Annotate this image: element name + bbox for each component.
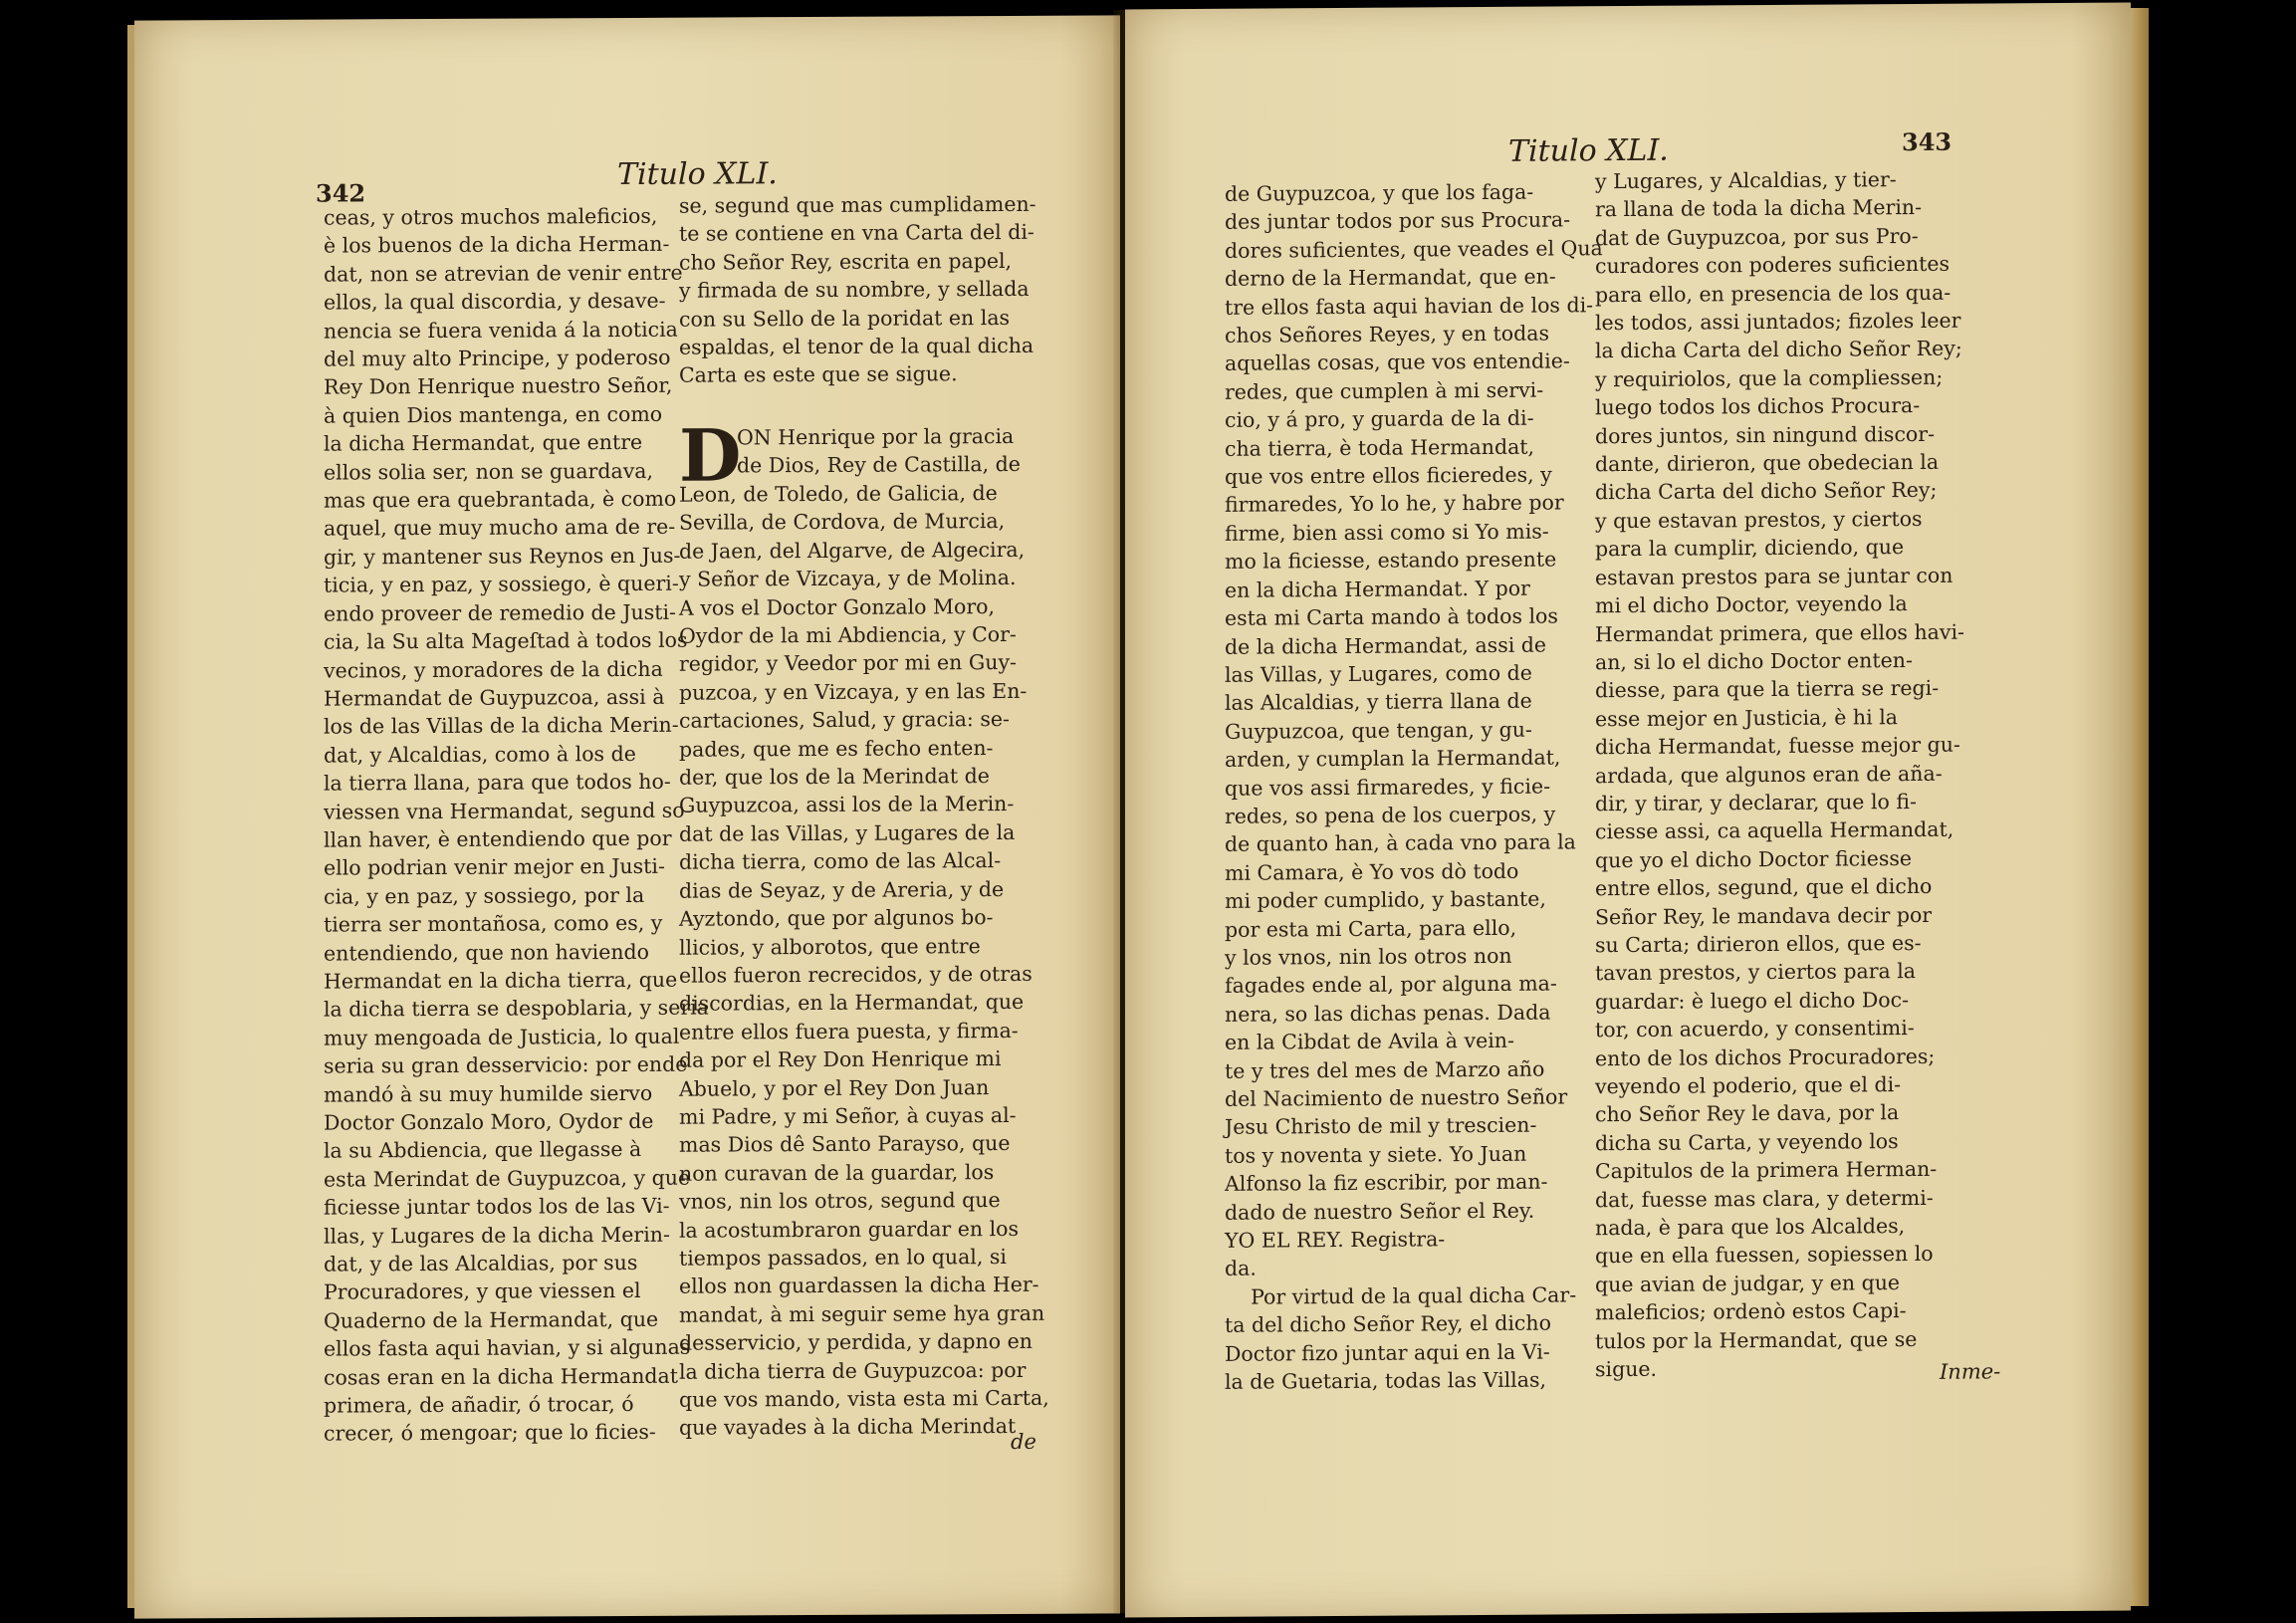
text-line: an, si lo el dicho Doctor enten-: [1595, 647, 1913, 675]
text-line: dante, dirieron, que obedecian la: [1595, 449, 1940, 477]
text-line: pades, que me es fecho enten-: [679, 735, 994, 762]
right-column-1: [1225, 177, 1603, 1396]
text-line: gir, y mantener sus Reynos en Jus-: [324, 543, 681, 570]
text-line: llan haver, è entendiendo que por: [324, 825, 672, 852]
text-line: esta mi Carta mando à todos los: [1225, 603, 1558, 630]
text-line: ta del dicho Señor Rey, el dicho: [1225, 1310, 1551, 1338]
text-line: redes, so pena de los cuerpos, y: [1225, 802, 1556, 828]
text-line: para ello, en presencia de los qua-: [1595, 280, 1952, 307]
text-line: firme, bien assi como si Yo mis-: [1225, 519, 1549, 546]
text-line: Hermandat de Guypuzcoa, assi à: [324, 684, 665, 711]
text-line: aquel, que muy mucho ama de re-: [324, 515, 676, 542]
text-line: tiempos passados, en lo qual, si: [679, 1244, 1007, 1271]
text-line: dat, fuesse mas clara, y determi-: [1595, 1185, 1934, 1212]
text-line: y Señor de Vizcaya, y de Molina.: [679, 566, 1017, 591]
text-line: la acostumbraron guardar en los: [679, 1216, 1020, 1243]
text-line: ra llana de toda la dicha Merin-: [1595, 195, 1923, 222]
text-line: ceas, y otros muchos maleficios,: [324, 203, 658, 230]
text-line: à quien Dios mantenga, en como: [324, 401, 663, 428]
dropcap-lines: [737, 422, 1021, 480]
text-line: los de las Villas de la dicha Merin-: [324, 713, 679, 739]
text-line: Sevilla, de Cordova, de Murcia,: [679, 509, 1006, 536]
text-line: les todos, assi juntados; fizoles leer: [1595, 308, 1961, 336]
text-line: esse mejor en Justicia, è hi la: [1595, 704, 1898, 731]
text-line: fagades ende al, por alguna ma-: [1225, 971, 1557, 999]
right-column-2: [1595, 165, 1964, 1384]
text-line: Doctor fizo juntar aqui en la Vi-: [1225, 1339, 1550, 1366]
text-line: da por el Rey Don Henrique mi: [679, 1046, 1002, 1072]
text-line: la de Guetaria, todas las Villas,: [1225, 1367, 1546, 1394]
text-line: cia, la Su alta Mageſtad à todos los: [324, 627, 688, 654]
text-line: Abuelo, y por el Rey Don Juan: [679, 1074, 990, 1101]
text-line: dores juntos, sin ningund discor-: [1595, 421, 1936, 448]
text-line: para la cumplir, diciendo, que: [1595, 535, 1905, 562]
left-column-1: [324, 202, 709, 1449]
text-line: la dicha tierra de Guypuzcoa: por: [679, 1357, 1027, 1384]
text-line: Hermandat primera, que ellos havi-: [1595, 619, 1964, 646]
text-line: ardada, que algunos eran de aña-: [1595, 761, 1943, 788]
text-line: è los buenos de la dicha Herman-: [324, 232, 670, 259]
text-line: Leon, de Toledo, de Galicia, de: [679, 481, 998, 507]
text-line: dores suficientes, que veades el Qua: [1225, 235, 1603, 263]
drop-capital: D: [679, 412, 742, 498]
text-line: cio, y á pro, y guarda de la di-: [1225, 405, 1534, 433]
text-line: de Guypuzcoa, y que los faga-: [1225, 179, 1534, 206]
text-line: te y tres del mes de Marzo año: [1225, 1056, 1545, 1083]
text-line: muy mengoada de Justicia, lo qual: [324, 1024, 680, 1050]
text-line: nencia se fuera venida á la noticia: [324, 317, 678, 344]
text-line: der, que los de la Merindat de: [679, 764, 990, 790]
text-line: de la dicha Hermandat, assi de: [1225, 632, 1547, 659]
text-line: que avian de judgar, y en que: [1595, 1270, 1901, 1297]
text-line: que yo el dicho Doctor ficiesse: [1595, 845, 1913, 872]
text-line: la su Abdiencia, que llegasse à: [324, 1137, 642, 1164]
left-page: [134, 15, 1120, 1618]
text-line: dias de Seyaz, y de Areria, y de: [679, 876, 1005, 903]
right-page-edge: [2129, 8, 2149, 1606]
text-line: dicha tierra, como de las Alcal-: [679, 848, 1002, 875]
text-line: da.: [1225, 1257, 1257, 1281]
text-line: las Villas, y Lugares, como de: [1225, 660, 1532, 687]
text-line: cia, y en paz, y sossiego, por la: [324, 882, 645, 909]
left-column-2-intro: [679, 190, 1036, 390]
text-line: veyendo el poderio, que el di-: [1595, 1072, 1902, 1099]
text-line: endo proveer de remedio de Justi-: [324, 599, 676, 626]
text-line: ficiesse juntar todos los de las Vi-: [324, 1193, 670, 1220]
text-line: mi poder cumplido, y bastante,: [1225, 886, 1546, 913]
text-line: ellos solia ser, non se guardava,: [324, 458, 654, 485]
text-line: ON Henrique por la gracia: [737, 423, 1015, 450]
text-line: mi Camara, è Yo vos dò todo: [1225, 858, 1519, 885]
text-line: Doctor Gonzalo Moro, Oydor de: [324, 1108, 654, 1135]
text-line: discordias, en la Hermandat, que: [679, 990, 1025, 1017]
text-line: cosas eran en la dicha Hermandat: [324, 1363, 678, 1390]
catchword: de: [1011, 1429, 1036, 1454]
text-line: regidor, y Veedor por mi en Guy-: [679, 650, 1017, 677]
text-line: con su Sello de la poridat en las: [679, 305, 1011, 332]
text-line: mas que era quebrantada, è como: [324, 486, 677, 513]
text-line: diesse, para que la tierra se regi-: [1595, 676, 1940, 703]
text-line: y requiriolos, que la compliessen;: [1595, 364, 1944, 392]
text-line: tos y noventa y siete. Yo Juan: [1225, 1141, 1527, 1168]
text-line: ciesse assi, ca aquella Hermandat,: [1595, 817, 1954, 844]
text-line: mo la ficiesse, estando presente: [1225, 547, 1557, 575]
text-line: dicha Carta del dicho Señor Rey;: [1595, 478, 1938, 505]
text-line: A vos el Doctor Gonzalo Moro,: [679, 593, 995, 620]
text-line: Quaderno de la Hermandat, que: [324, 1306, 659, 1333]
text-line: la tierra llana, para que todos ho-: [324, 769, 671, 796]
text-line: tor, con acuerdo, y consentimi-: [1595, 1016, 1915, 1043]
text-line: ticia, y en paz, y sossiego, è queri-: [324, 572, 679, 597]
text-line: cho Señor Rey, escrita en papel,: [679, 248, 1013, 275]
text-line: dat, y de las Alcaldias, por sus: [324, 1250, 638, 1276]
text-line: espaldas, el tenor de la qual dicha: [679, 333, 1034, 359]
text-line: Por virtud de la qual dicha Car-: [1225, 1282, 1577, 1309]
text-line: Procuradores, y que viessen el: [324, 1278, 641, 1305]
text-line: Ayztondo, que por algunos bo-: [679, 905, 994, 931]
text-line: se, segund que mas cumplidamen-: [679, 191, 1036, 218]
text-line: las Alcaldias, y tierra llana de: [1225, 688, 1532, 716]
text-line: tre ellos fasta aqui havian de los di-: [1225, 292, 1594, 320]
text-line: guardar: è luego el dicho Doc-: [1595, 987, 1910, 1015]
text-line: seria su gran desservicio: por ende: [324, 1051, 688, 1078]
text-line: mi el dicho Doctor, veyendo la: [1595, 591, 1908, 618]
page-number: 342: [316, 178, 366, 208]
text-line: y Lugares, y Alcaldias, y tier-: [1595, 167, 1897, 194]
running-title: Titulo XLI.: [1508, 132, 1669, 169]
text-line: en la Cibdat de Avila à vein-: [1225, 1028, 1514, 1055]
text-line: Oydor de la mi Abdiencia, y Cor-: [679, 621, 1017, 648]
text-line: que vos assi firmaredes, y ficie-: [1225, 774, 1551, 801]
text-line: ellos non guardassen la dicha Her-: [679, 1273, 1039, 1299]
text-line: ello podrian venir mejor en Justi-: [324, 854, 665, 880]
text-line: mandat, à mi seguir seme hya gran: [679, 1300, 1045, 1327]
text-line: Señor Rey, le mandava decir por: [1595, 902, 1933, 929]
text-line: non curavan de la guardar, los: [679, 1159, 995, 1186]
text-line: firmaredes, Yo lo he, y habre por: [1225, 490, 1564, 518]
text-line: nera, so las dichas penas. Dada: [1225, 1000, 1551, 1027]
text-line: cho Señor Rey le dava, por la: [1595, 1100, 1900, 1127]
text-line: del muy alto Principe, y poderoso: [324, 345, 671, 371]
text-line: y firmada de su nombre, y sellada: [679, 277, 1030, 303]
page-number: 343: [1902, 126, 1952, 157]
text-line: tulos por la Hermandat, que se: [1595, 1326, 1918, 1353]
text-line: chos Señores Reyes, y en todas: [1225, 321, 1549, 348]
text-line: desservicio, y perdida, y dapno en: [679, 1329, 1033, 1355]
text-line: su Carta; dirieron ellos, que es-: [1595, 930, 1922, 958]
text-line: cartaciones, Salud, y gracia: se-: [679, 707, 1010, 733]
text-line: ellos fueron recrecidos, y de otras: [679, 961, 1033, 988]
text-line: Carta es este que se sigue.: [679, 361, 958, 388]
text-line: Guypuzcoa, assi los de la Merin-: [679, 792, 1015, 818]
text-line: derno de la Hermandat, que en-: [1225, 264, 1556, 292]
text-line: mi Padre, y mi Señor, à cuyas al-: [679, 1102, 1017, 1129]
text-line: dado de nuestro Señor el Rey.: [1225, 1198, 1535, 1225]
text-line: tierra ser montañosa, como es, y: [324, 910, 663, 937]
text-line: luego todos los dichos Procura-: [1595, 393, 1921, 420]
text-line: ellos, la qual discordia, y desave-: [324, 289, 666, 315]
text-line: ellos fasta aqui havian, y si algunas: [324, 1334, 691, 1361]
text-line: primera, de añadir, ó trocar, ó: [324, 1392, 634, 1418]
text-line: cha tierra, è toda Hermandat,: [1225, 434, 1535, 461]
text-line: Rey Don Henrique nuestro Señor,: [324, 373, 673, 400]
text-line: nada, è para que los Alcaldes,: [1595, 1214, 1906, 1241]
text-line: curadores con poderes suficientes: [1595, 251, 1951, 279]
text-line: Capitulos de la primera Herman-: [1595, 1157, 1938, 1184]
text-line: des juntar todos por sus Procura-: [1225, 207, 1571, 235]
text-line: viessen vna Hermandat, segund so-: [324, 798, 692, 824]
text-line: sigue.: [1595, 1356, 1658, 1382]
text-line: te se contiene en vna Carta del di-: [679, 220, 1034, 247]
text-line: ento de los dichos Procuradores;: [1595, 1043, 1936, 1070]
text-line: y que estavan prestos, y ciertos: [1595, 506, 1923, 534]
text-line: que vos mando, vista esta mi Carta,: [679, 1385, 1049, 1412]
text-line: del Nacimiento de nuestro Señor: [1225, 1084, 1568, 1111]
text-line: Guypuzcoa, que tengan, y gu-: [1225, 717, 1532, 744]
text-line: esta Merindat de Guypuzcoa, y que: [324, 1165, 691, 1192]
text-line: que vayades à la dicha Merindat: [679, 1414, 1017, 1441]
text-line: llas, y Lugares de la dicha Merin-: [324, 1222, 670, 1249]
text-line: de Dios, Rey de Castilla, de: [737, 452, 1021, 478]
text-line: dicha su Carta, y veyendo los: [1595, 1128, 1899, 1156]
text-line: YO EL REY. Registra-: [1225, 1227, 1446, 1253]
running-title: Titulo XLI.: [617, 156, 778, 193]
text-line: entre ellos, segund, que el dicho: [1595, 874, 1933, 901]
text-line: arden, y cumplan la Hermandat,: [1225, 745, 1561, 772]
text-line: por esta mi Carta, para ello,: [1225, 915, 1517, 942]
text-line: Hermandat en la dicha tierra, que: [324, 967, 678, 994]
text-line: entendiendo, que non haviendo: [324, 939, 650, 966]
text-line: en la dicha Hermandat. Y por: [1225, 576, 1530, 602]
text-line: Jesu Christo de mil y trescien-: [1225, 1113, 1537, 1140]
catchword: Inme-: [1940, 1359, 2001, 1384]
text-line: crecer, ó mengoar; que lo ficies-: [324, 1420, 656, 1447]
text-line: Alfonso la fiz escribir, por man-: [1225, 1169, 1548, 1197]
text-line: maleficios; ordenò estos Capi-: [1595, 1298, 1907, 1325]
text-line: la dicha Carta del dicho Señor Rey;: [1595, 337, 1962, 363]
text-line: la dicha tierra se despoblaria, y seria: [324, 995, 709, 1022]
text-line: puzcoa, y en Vizcaya, y en las En-: [679, 678, 1028, 705]
text-line: tavan prestos, y ciertos para la: [1595, 959, 1917, 986]
text-line: de Jaen, del Algarve, de Algecira,: [679, 537, 1026, 564]
text-line: que en ella fuessen, sopiessen lo: [1595, 1242, 1934, 1269]
text-line: redes, que cumplen à mi servi-: [1225, 377, 1544, 404]
text-line: dir, y tirar, y declarar, que lo fi-: [1595, 789, 1917, 816]
left-column-2-body: [679, 479, 1049, 1443]
text-line: aquellas cosas, que vos entendie-: [1225, 348, 1570, 376]
text-line: dat de las Villas, y Lugares de la: [679, 819, 1016, 846]
text-line: mandó à su muy humilde siervo: [324, 1080, 653, 1107]
text-line: vecinos, y moradores de la dicha: [324, 656, 663, 683]
text-line: y los vnos, nin los otros non: [1225, 943, 1512, 970]
text-line: llicios, y alborotos, que entre: [679, 933, 981, 960]
text-line: mas Dios dê Santo Parayso, que: [679, 1131, 1011, 1158]
text-line: de quanto han, à cada vno para la: [1225, 829, 1576, 857]
text-line: dat, y Alcaldias, como à los de: [324, 741, 636, 768]
text-line: dicha Hermandat, fuesse mejor gu-: [1595, 732, 1960, 760]
right-page: [1125, 2, 2131, 1617]
text-line: entre ellos fuera puesta, y firma-: [679, 1018, 1019, 1044]
text-line: estavan prestos para se juntar con: [1595, 563, 1953, 589]
text-line: dat, non se atrevian de venir entre: [324, 260, 683, 287]
text-line: vnos, nin los otros, segund que: [679, 1188, 1001, 1214]
text-line: que vos entre ellos ficieredes, y: [1225, 462, 1552, 489]
text-line: dat de Guypuzcoa, por sus Pro-: [1595, 223, 1919, 251]
text-line: la dicha Hermandat, que entre: [324, 430, 643, 456]
